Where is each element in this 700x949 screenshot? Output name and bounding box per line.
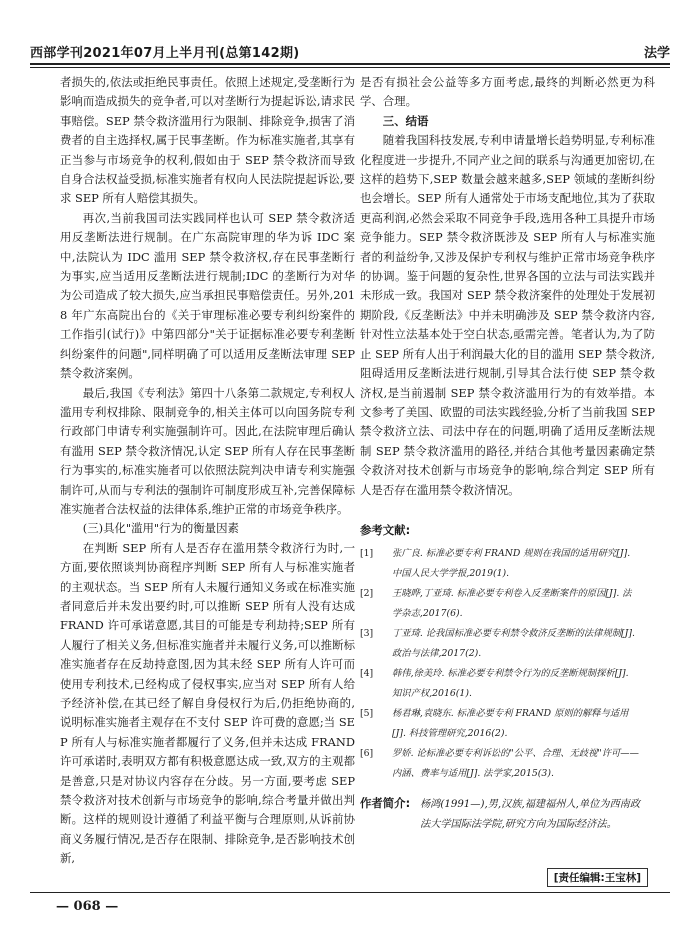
reference-number: [4]	[360, 668, 374, 679]
reference-text: 韩伟,徐美玲. 标准必要专利禁令行为的反垄断规制探析[J]. 知识产权,2016(1).	[392, 668, 629, 699]
reference-text: 丁亚琦. 论我国标准必要专利禁令救济反垄断的法律规制[J]. 政治与法律,2017(2).	[392, 628, 635, 659]
paragraph: 最后,我国《专利法》第四十八条第二款规定,专利权人滥用专利权排除、限制竞争的,相关主体可以向国务院专利行政部门申请专利实施强制许可。因此,在法院审理后确认有滥用 SEP 禁令救济情况,认定 SEP 所有人存在民事垄断行为事实的,标准实施者可以依照法院判决申请专利实施强制许可,从而与专利法的强制许可制度形成互补,完善保障标准实施者合法权益的法律体系,维护正常的市场竞争秩序。	[60, 385, 355, 516]
section-name: 法学	[643, 46, 670, 61]
reference-text: 张广良. 标准必要专利 FRAND 规则在我国的适用研究[J]. 中国人民大学学报,2019(1).	[392, 548, 631, 579]
reference-text: 杨君琳,袁晓东. 标准必要专利 FRAND 原则的解释与适用[J]. 科技管理研究,2016(2).	[392, 708, 629, 739]
right-column	[360, 73, 655, 500]
paragraph: 是否有损社会公益等多方面考虑,最终的判断必然更为科学、合理。	[360, 75, 655, 109]
subsection-heading: (三)具化"滥用"行为的衡量因素	[82, 521, 239, 536]
reference-number: [1]	[360, 548, 374, 559]
section-heading: 三、结语	[382, 113, 429, 128]
reference-item	[360, 544, 640, 584]
reference-item	[360, 744, 640, 784]
page-number: — 068 —	[56, 899, 119, 914]
references-title: 参考文献:	[360, 523, 411, 537]
reference-item	[360, 704, 640, 744]
reference-number: [2]	[360, 588, 374, 599]
author-text: 杨鸿(1991—),男,汉族,福建福州人,单位为西南政法大学国际法学院,研究方向为国际经济法。	[420, 799, 641, 830]
journal-issue: 西部学刊2021年07月上半月刊(总第142期)	[30, 46, 300, 61]
paragraph: 再次,当前我国司法实践同样也认可 SEP 禁令救济适用反垄断法进行规制。在广东高院审理的华为诉 IDC 案中,法院认为 IDC 滥用 SEP 禁令救济权,存在民事垄断行为事实,应当适用反垄断法进行规制;IDC 的垄断行为对华为公司造成了较大损失,应当承担民事赔偿责任。另外,2018 年广东高院出台的《关于审理标准必要专利纠纷案件的工作指引(试行)》中第四部分"关于证据标准必要专利垄断纠纷案件的问题",同样明确了可以适用反垄断法审理 SEP 禁令救济案例。	[60, 210, 355, 381]
reference-number: [5]	[360, 708, 374, 719]
reference-item	[360, 584, 640, 624]
paragraph: 随着我国科技发展,专利申请量增长趋势明显,专利标准化程度进一步提升,不同产业之间的联系与沟通更加密切,在这样的趋势下,SEP 数量会越来越多,SEP 领域的垄断纠纷也会增长。SEP 所有人通常处于市场支配地位,其为了获取更高利润,必然会采取不同竞争手段,选用各种工具提升市场竞争能力。SEP 禁令救济既涉及 SEP 所有人与标准实施者的利益纷争,又涉及保护专利权与维护正常市场竞争秩序的协调。鉴于问题的复杂性,世界各国的立法与司法实践并未形成一致。我国对 SEP 禁令救济案件的处理处于发展初期阶段,《反垄断法》中并未明确涉及 SEP 禁令救济内容,针对性立法基本处于空白状态,亟需完善。笔者认为,为了防止 SEP 所有人出于利润最大化的目的滥用 SEP 禁令救济,阻碍适用反垄断法进行规制,引导其合法行使 SEP 禁令救济权,是当前遏制 SEP 禁令救济滥用行为的有效举措。本文参考了美国、欧盟的司法实践经验,分析了当前我国 SEP 禁令救济立法、司法中存在的问题,明确了适用反垄断法规制 SEP 禁令救济滥用的路径,并结合其他考量因素确定禁令救济对技术创新与市场竞争的影响,综合判定 SEP 所有人是否存在滥用禁令救济情况。	[360, 133, 655, 497]
reference-text: 王晓晔,丁亚琦. 标准必要专利卷入反垄断案件的原因[J]. 法学杂志,2017(6).	[392, 588, 632, 619]
references	[360, 522, 640, 784]
header-rule	[30, 63, 670, 65]
author-bio	[360, 795, 645, 835]
reference-item	[360, 624, 640, 664]
header-rule-thin	[30, 67, 670, 68]
reference-number: [3]	[360, 628, 374, 639]
paragraph: 在判断 SEP 所有人是否存在滥用禁令救济行为时,一方面,要依照谈判协商程序判断 SEP 所有人与标准实施者的主观状态。当 SEP 所有人未履行通知义务或在标准实施者同意后并未发出要约时,可以推断 SEP 所有人没有达成 FRAND 许可承诺意愿,其目的可能是专利劫持;SEP 所有人履行了相关义务,但标准实施者并未履行义务,可以推断标准实施者存在反劫持意图,因为其未经 SEP 所有人许可而使用专利技术,已经构成了侵权事实,应当对 SEP 所有人给予经济补偿,在其已经了解自身侵权行为后,仍拒绝协商的,说明标准实施者主观存在不支付 SEP 许可费的意愿;当 SEP 所有人与标准实施者都履行了义务,但并未达成 FRAND 许可承诺时,表明双方都有积极意愿达成一致,双方的主观都是善意,只是对协议内容存在分歧。另一方面,要考虑 SEP 禁令救济对技术创新与市场竞争的影响,综合考量并做出判断。这样的规则设计遵循了利益平衡与合理原则,从诉前协商义务履行情况,是否存在限制、排除竞争,是否影响技术创新,	[60, 540, 355, 866]
footer-rule	[30, 892, 670, 893]
paragraph: 者损失的,依法或拒绝民事责任。依照上述规定,受垄断行为影响而造成损失的竞争者,可以对垄断行为提起诉讼,请求民事赔偿。SEP 禁令救济滥用行为限制、排除竞争,损害了消费者的自主选择权,属于民事垄断。作为标准实施者,其享有正当参与市场竞争的权利,假如由于 SEP 禁令救济而导致自身合法权益受损,标准实施者有权向人民法院提起诉讼,要求 SEP 所有人赔偿其损失。	[60, 75, 355, 206]
page-header	[30, 40, 670, 64]
reference-item	[360, 664, 640, 704]
author-label: 作者简介:	[360, 796, 411, 810]
editor-credit: [责任编辑:王宝林]	[547, 868, 648, 887]
reference-number: [6]	[360, 748, 374, 759]
left-column	[60, 73, 355, 869]
reference-text: 罗娇. 论标准必要专利诉讼的"公平、合理、无歧视"许可——内涵、费率与适用[J]. 法学家,2015(3).	[392, 748, 639, 779]
